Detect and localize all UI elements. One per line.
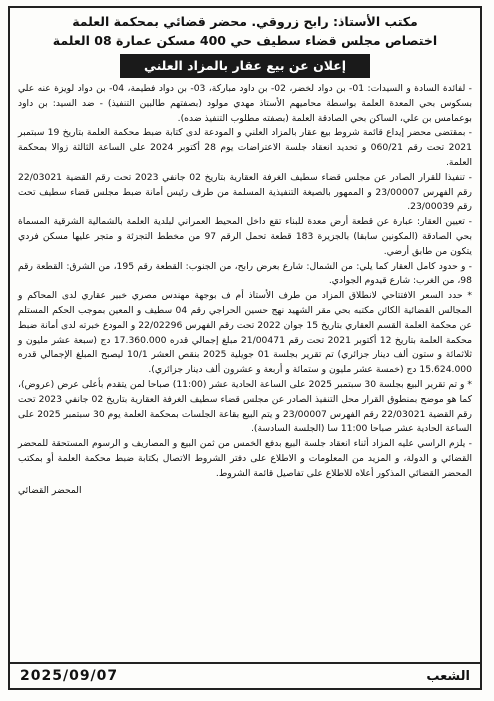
legal-notice [8,6,482,690]
office-header-line2: اختصاص مجلس قضاء سطيف حي 400 مسكن عمارة 08 العلمة [52,33,438,48]
court-decision-paragraph: - تنفيذا للقرار الصادر عن مجلس قضاء سطيف الغرفة العقارية بتاريخ 02 جانفي 2023 تحت رقم القضية 22/03021 رقم الفهرس 23/00007 و الممهور بالصيغة التنفيذية المسلمة من طرف رئيس أمانة ضبط مجلس قضاء سطيف تحت رقم 23/00039. [18,171,472,213]
parties-paragraph: - لفائدة السادة و السيدات: 01- بن دواد لخضر، 02- بن داود مباركة، 03- بن دواد فطيمة، 04- بن دواد لويزة عنه علي بسكوس بحي المعدة العلمة بواسطة محاميهم الأستاذ مهدي مولود (بصفتهم طالبين التنفيذ) - ضد السيد: بن داود بوعمامس بن علي، الساكن بحي الصادقة العلمة (بصفته مطلوب التنفيذ ضده). [18,83,472,124]
starting-price-paragraph: * حدد السعر الافتتاحي لانطلاق المزاد من طرف الأستاذ أم ف بوجهة مهندس مصري خبير عقاري لدى المحاكم و المجالس القضائية الكائن مكتبه بحي مقر الشهيد نهج حسين الحراجي رقم 04 سطيف و المعين بموجب الحكم المستلم عن محكمة العلمة القسم العقاري بتاريخ 15 جوان 2022 تحت رقم الفهرس 22/02296 و المودع خبرته لدى أمانة ضبط محكمة العلمة بتاريخ 12 أكتوبر 2021 تحت رقم 21/00471 مبلغ إجمالي قدره 17.360.000 دج (سبعة عشر مليون و ثلاثمائة و ستون ألف دينار جزائري) تم تقرير بجلسة 01 جويلية 2025 بنقص العشر 10/1 ليصبح المبلغ الإجمالي قدره 15.624.000 دج (خمسة عشر مليون و ستمائة و أربعة و عشرون ألف دينار جزائري). [18,290,473,376]
sale-session-paragraph: * و تم تقرير البيع بجلسة 30 سبتمبر 2025 على الساعة الحادية عشر (11:00) صباحا لمن يتقدم بأعلى عرض (عروض)، كما هو موضح بمنطوق القرار محل التنفيذ الصادر عن مجلس قضاء سطيف الغرفة العقارية بتاريخ 02 جانفي 2023 تحت رقم القضية 22/03021 رقم الفهرس 23/00007 و يتم البيع بقاعة الجلسات بمحكمة العلمة يوم 30 سبتمبر 2025 على الساعة الحادية عشر صباحا 11:00 سا (الجلسة السادسة). [18,378,472,435]
notice-title-banner: إعلان عن بيع عقار بالمزاد العلني [120,54,370,78]
buyer-obligations-paragraph: - يلزم الراسي عليه المزاد أثناء انعقاد جلسة البيع بدفع الخمس من ثمن البيع و المصاريف و الرسوم المستحقة للمحضر القضائي و الدولة، و المزيد من المعلومات و الاطلاع على دفتر الشروط الاتصال بكتابة ضبط محكمة العلمة أو بمكتب المحضر القضائي المذكور أعلاه للاطلاع على تفاصيل قائمة الشروط. [18,438,472,479]
property-description-paragraph: - تعيين العقار: عبارة عن قطعة أرض معدة للبناء تقع داخل المحيط العمراني لبلدية العلمة بالشمالية الشرقية المسماة بحي الصادقة (المكونين سابقا) بالجزيرة 183 قطعة تحمل الرقم 97 من مخطط التجزئة و متجر عليها مسكن فردي يتكون من طابق أرضي. [18,216,472,257]
office-header-line1: مكتب الأستاذ: رابح زروقي. محضر قضائي بمحكمة العلمة [72,14,418,29]
publication-date: 2025/09/07 [20,668,119,684]
publication-footer [10,662,480,688]
property-boundaries-paragraph: - و حدود كامل العقار كما يلي: من الشمال: شارع بعرض رابح، من الجنوب: القطعة رقم 195، من الشرق: القطعة رقم 98، من الغرب: شارع قيدوم الجوادي. [18,260,473,287]
bailiff-signature: المحضر القضائي [18,484,82,496]
notice-body [18,82,472,482]
newspaper-name: الشعب [426,668,470,684]
conditions-deposit-paragraph: - بمقتضى محضر إيداع قائمة شروط بيع عقار بالمزاد العلني و المودعة لدى كتابة ضبط محكمة العلمة بتاريخ 19 سبتمبر 2021 تحت رقم 060/21 و تحديد انعقاد جلسة الاعتراضات يوم 28 أكتوبر 2024 على الساعة الثالثة زوالا بمحكمة العلمة. [18,127,472,168]
